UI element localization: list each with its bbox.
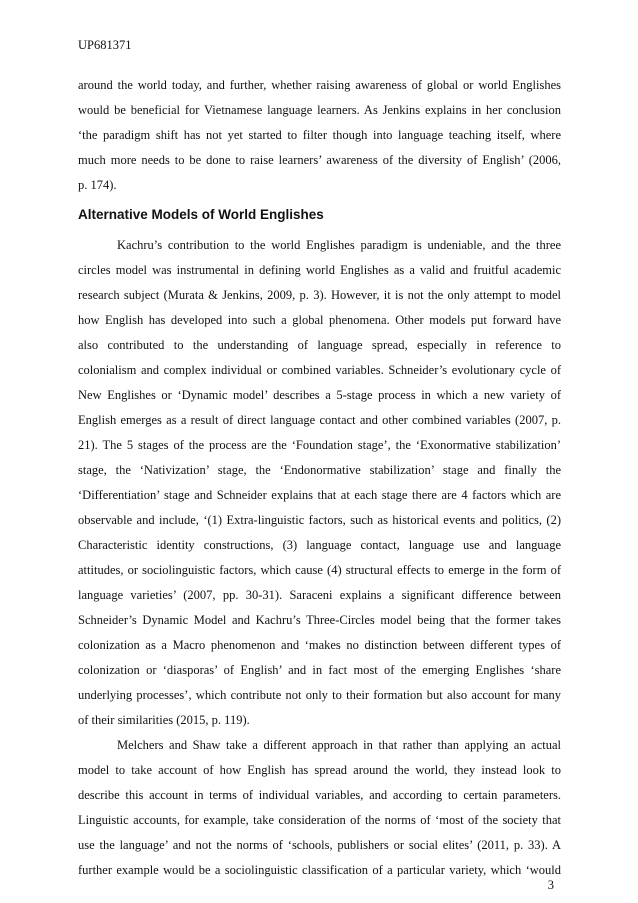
text-line: Melchers and Shaw take a different approach in that rather than applying an actual [117, 738, 561, 752]
text-line: English emerges as a result of direct language contact and other combined variables (2007, p. [78, 413, 561, 427]
text-line: Kachru’s contribution to the world Englishes paradigm is undeniable, and the three [117, 238, 561, 252]
text-line: p. 174). [78, 178, 117, 192]
text-line: colonization or ‘diasporas’ of English’ and in fact most of the emerging Englishes ‘share [78, 663, 561, 677]
section-heading: Alternative Models of World Englishes [78, 207, 324, 222]
text-line: Linguistic accounts, for example, take consideration of the norms of ‘most of the society that [78, 813, 561, 827]
text-line: attitudes, or sociolinguistic factors, which cause (4) structural effects to emerge in the form of [78, 563, 561, 577]
text-line: describe this account in terms of individual variables, and according to certain parameters. [78, 788, 561, 802]
text-line: ‘the paradigm shift has not yet started to filter though into language teaching itself, where [78, 128, 561, 142]
text-line: model to take account of how English has spread around the world, they instead look to [78, 763, 561, 777]
text-line: further example would be a sociolinguistic classification of a particular variety, which ‘would [78, 863, 561, 877]
page-number: 3 [547, 878, 554, 892]
text-line: of their similarities (2015, p. 119). [78, 713, 250, 727]
text-line: language varieties’ (2007, pp. 30-31). Saraceni explains a significant difference between [78, 588, 561, 602]
text-line: research subject (Murata & Jenkins, 2009, p. 3). However, it is not the only attempt to model [78, 288, 561, 302]
text-line: Characteristic identity constructions, (3) language contact, language use and language [78, 538, 561, 552]
text-line: circles model was instrumental in defining world Englishes as a valid and fruitful academic [78, 263, 561, 277]
text-line: would be beneficial for Vietnamese language learners. As Jenkins explains in her conclusion [78, 103, 561, 117]
text-line: ‘Differentiation’ stage and Schneider explains that at each stage there are 4 factors which are [78, 488, 561, 502]
text-line: how English has developed into such a global phenomena. Other models put forward have [78, 313, 561, 327]
text-line: much more needs to be done to raise learners’ awareness of the diversity of English’ (2006, [78, 153, 561, 167]
text-line: observable and include, ‘(1) Extra-linguistic factors, such as historical events and politics, (2) [78, 513, 561, 527]
text-line: colonization as a Macro phenomenon and ‘makes no distinction between different types of [78, 638, 561, 652]
text-line: around the world today, and further, whether raising awareness of global or world Englishes [78, 78, 561, 92]
text-line: colonialism and complex individual or combined variables. Schneider’s evolutionary cycle of [78, 363, 561, 377]
text-line: stage, the ‘Nativization’ stage, the ‘Endonormative stabilization’ stage and finally the [78, 463, 561, 477]
text-line: use the language’ and not the norms of ‘schools, publishers or social elites’ (2011, p. 33). A [78, 838, 561, 852]
text-line: also contributed to the understanding of language spread, especially in reference to [78, 338, 561, 352]
text-line: 21). The 5 stages of the process are the ‘Foundation stage’, the ‘Exonormative stabilization’ [78, 438, 561, 452]
text-line: underlying processes’, which contribute not only to their formation but also account for many [78, 688, 561, 702]
text-line: Schneider’s Dynamic Model and Kachru’s Three-Circles model being that the former takes [78, 613, 561, 627]
document-id: UP681371 [78, 38, 132, 52]
text-line: New Englishes or ‘Dynamic model’ describes a 5-stage process in which a new variety of [78, 388, 561, 402]
